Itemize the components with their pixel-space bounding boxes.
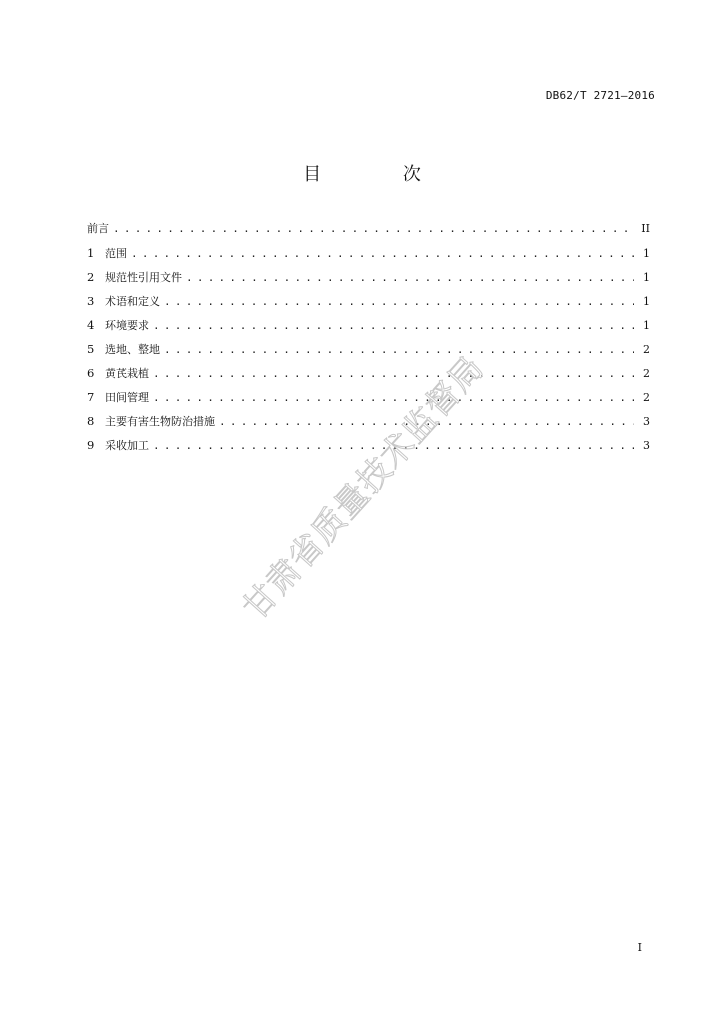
toc-entry-number: 7 xyxy=(87,390,95,404)
toc-entry-page: 2 xyxy=(643,343,650,356)
toc-entry-2[interactable] xyxy=(87,265,650,289)
toc-entry-page: II xyxy=(641,222,650,235)
toc-entry-number: 2 xyxy=(87,270,95,284)
document-code: DB62/T 2721—2016 xyxy=(545,89,655,102)
toc-leader-dots xyxy=(153,434,634,458)
toc-entry-number: 3 xyxy=(87,294,95,308)
toc-entry-label: 前言 xyxy=(87,222,109,235)
toc-entry-label: 黄芪栽植 xyxy=(105,367,149,380)
toc-entry-page: 2 xyxy=(643,391,650,404)
toc-entry-3[interactable] xyxy=(87,289,650,313)
watermark: 甘肃省质量技术监督局 xyxy=(234,348,492,627)
toc-entry-page: 1 xyxy=(643,295,650,308)
toc-entry-label: 主要有害生物防治措施 xyxy=(105,415,215,428)
toc-entry-1[interactable] xyxy=(87,241,650,265)
page-title: 目 次 xyxy=(303,164,459,185)
toc-leader-dots xyxy=(164,338,634,362)
toc-entry-number: 9 xyxy=(87,438,95,452)
toc-leader-dots xyxy=(186,266,634,290)
toc-entry-5[interactable] xyxy=(87,337,650,361)
toc-entry-8[interactable] xyxy=(87,409,650,433)
toc-leader-dots xyxy=(113,217,634,241)
toc-leader-dots xyxy=(153,362,634,386)
toc-entry-label: 田间管理 xyxy=(105,391,149,404)
toc-leader-dots xyxy=(153,386,634,410)
toc-entry-number: 1 xyxy=(87,246,95,260)
toc-entry-label: 术语和定义 xyxy=(105,295,160,308)
toc-entry-number: 4 xyxy=(87,318,95,332)
toc-entry-label: 范围 xyxy=(105,247,127,260)
toc-leader-dots xyxy=(164,290,634,314)
toc-entry-4[interactable] xyxy=(87,313,650,337)
toc-entry-page: 3 xyxy=(643,415,650,428)
table-of-contents xyxy=(87,217,650,457)
toc-entry-7[interactable] xyxy=(87,385,650,409)
toc-leader-dots xyxy=(131,242,634,266)
toc-leader-dots xyxy=(153,314,634,338)
toc-entry-number: 6 xyxy=(87,366,95,380)
toc-leader-dots xyxy=(219,410,634,434)
toc-entry-label: 环境要求 xyxy=(105,319,149,332)
page-number: I xyxy=(637,941,642,954)
toc-entry-number: 5 xyxy=(87,342,95,356)
toc-entry-label: 采收加工 xyxy=(105,439,149,452)
toc-entry-6[interactable] xyxy=(87,361,650,385)
toc-entry-page: 1 xyxy=(643,271,650,284)
toc-entry-page: 1 xyxy=(643,247,650,260)
toc-entry-number: 8 xyxy=(87,414,95,428)
toc-entry-page: 2 xyxy=(643,367,650,380)
toc-entry-page: 3 xyxy=(643,439,650,452)
toc-entry-foreword[interactable] xyxy=(87,217,650,241)
toc-entry-page: 1 xyxy=(643,319,650,332)
toc-entry-label: 规范性引用文件 xyxy=(105,271,182,284)
toc-entry-label: 选地、整地 xyxy=(105,343,160,356)
toc-entry-9[interactable] xyxy=(87,433,650,457)
